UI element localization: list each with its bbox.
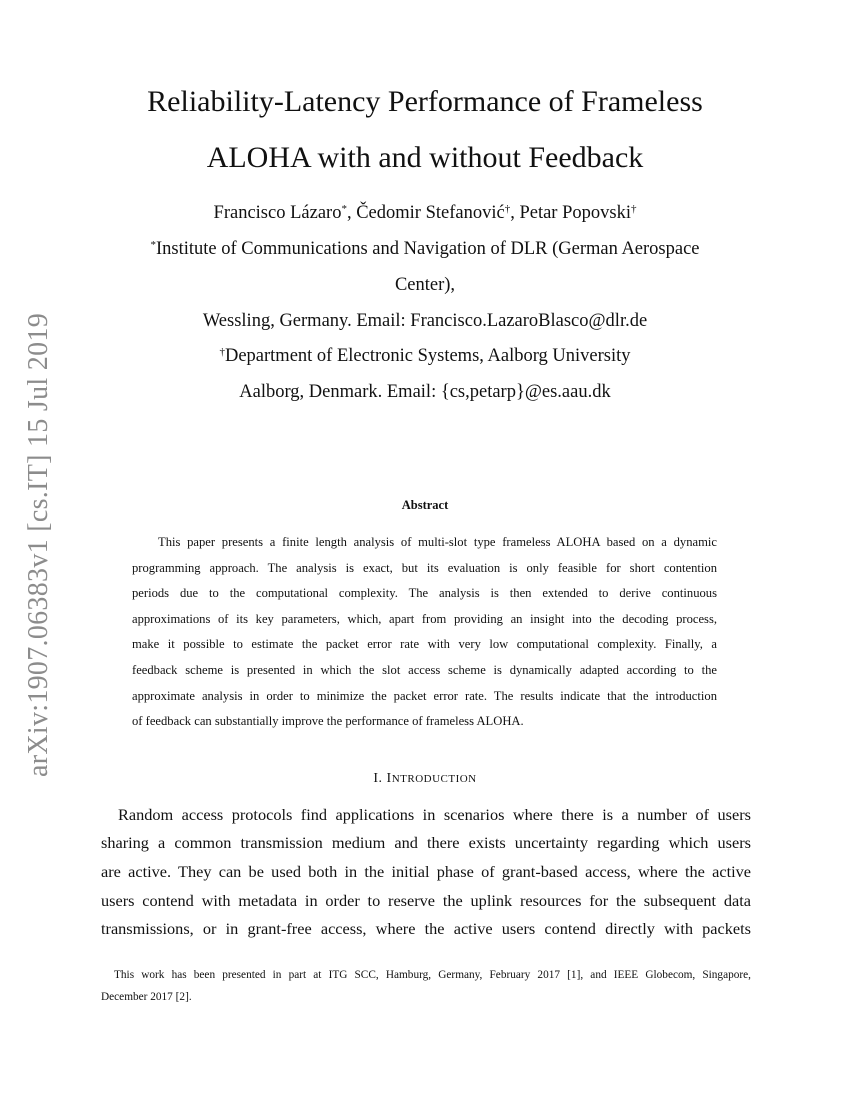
author-name: Čedomir Stefanović <box>356 203 505 223</box>
author-name: Francisco Lázaro <box>213 203 342 223</box>
affiliation-2-line-1 <box>60 345 790 367</box>
section-title-rest: NTRODUCTION <box>391 773 477 785</box>
footnote-line: This work has been presented in part at ITG SCC, Hamburg, Germany, February 2017 [1], and IEEE Globecom, Singapore, <box>114 969 751 981</box>
body-text-line: users contend with metadata in order to reserve the uplink resources for the subsequent data <box>101 891 751 910</box>
author-list <box>60 202 790 224</box>
affiliation-1-line-1 <box>60 238 790 260</box>
section-number: I. <box>373 771 387 786</box>
author-affiliation-mark: † <box>630 203 637 215</box>
paper-title-line-2: ALOHA with and without Feedback <box>206 141 644 174</box>
abstract-line: This paper presents a finite length analysis of multi-slot type frameless ALOHA based on a dynamic <box>158 535 717 549</box>
author-separator: , <box>510 203 520 223</box>
body-text-line: are active. They can be used both in the initial phase of grant-based access, where the active <box>101 862 751 881</box>
abstract-line: periods due to the computational complexity. The analysis is then extended to derive continuous <box>132 586 717 600</box>
author-separator: , <box>346 203 357 223</box>
section-title-initial: I <box>386 771 392 786</box>
paper-title-line-1: Reliability-Latency Performance of Frameless <box>147 85 703 118</box>
affiliation-text: Department of Electronic Systems, Aalborg University <box>224 346 631 366</box>
abstract-line: make it possible to estimate the packet error rate with very low computational complexity. Finally, a <box>132 637 717 651</box>
affiliation-1-line-2: Center), <box>394 275 456 295</box>
abstract-line: approximations of its key parameters, which, apart from providing an insight into the decoding process, <box>132 612 717 626</box>
affiliation-2-email: Aalborg, Denmark. Email: {cs,petarp}@es.aau.dk <box>239 382 611 402</box>
body-text-line: transmissions, or in grant-free access, where the active users contend directly with packets <box>101 919 751 938</box>
author-affiliation-mark: † <box>504 203 511 215</box>
abstract-line: of feedback can substantially improve the performance of frameless ALOHA. <box>132 714 524 728</box>
affiliation-text: Institute of Communications and Navigation of DLR (German Aerospace <box>155 239 700 259</box>
affiliation-mark: * <box>150 239 156 251</box>
affiliation-mark: † <box>219 346 225 358</box>
body-text-line: sharing a common transmission medium and there exists uncertainty regarding which users <box>101 833 751 852</box>
abstract-line: approximate analysis in order to minimize the packet error rate. The results indicate that the introduction <box>132 689 717 703</box>
author-name: Petar Popovski <box>519 203 631 223</box>
abstract-line: feedback scheme is presented in which the slot access scheme is dynamically adapted according to the <box>132 663 717 677</box>
body-text-line: Random access protocols find applications in scenarios where there is a number of users <box>118 805 751 824</box>
arxiv-identifier-stamp: arXiv:1907.06383v1 [cs.IT] 15 Jul 2019 <box>23 312 54 778</box>
author-affiliation-mark: * <box>341 203 347 215</box>
affiliation-1-email: Wessling, Germany. Email: Francisco.LazaroBlasco@dlr.de <box>202 311 648 331</box>
abstract-heading: Abstract <box>401 498 449 512</box>
footnote-line: December 2017 [2]. <box>101 991 192 1003</box>
abstract-line: programming approach. The analysis is exact, but its evaluation is only feasible for short contention <box>132 561 717 575</box>
section-heading-introduction <box>60 770 790 788</box>
